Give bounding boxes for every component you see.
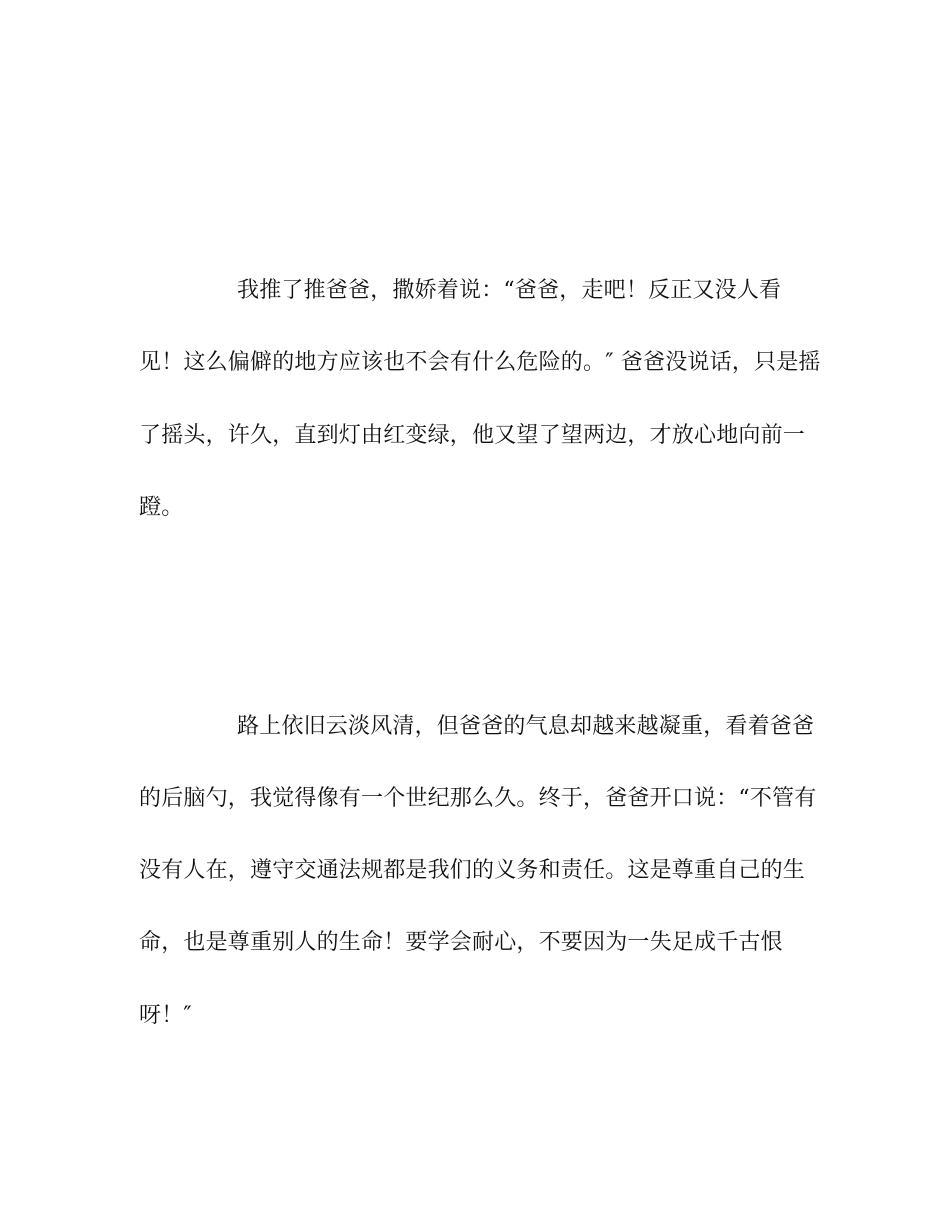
paragraph-2-line-1: 路上依旧云淡风清，但爸爸的气息却越来越凝重，看着爸爸	[237, 714, 815, 739]
paragraph-1-line-1: 我推了推爸爸，撒娇着说：“爸爸，走吧！反正又没人看	[237, 278, 782, 303]
paragraph-1-line-2: 见！这么偏僻的地方应该也不会有什么危险的。″ 爸爸没说话，只是摇	[139, 350, 821, 375]
paragraph-2-line-4: 命，也是尊重别人的生命！要学会耐心，不要因为一失足成千古恨	[139, 930, 783, 955]
paragraph-1-line-3: 了摇头，许久，直到灯由红变绿，他又望了望两边，才放心地向前一	[139, 423, 806, 448]
paragraph-1-line-4: 蹬。	[139, 495, 184, 520]
paragraph-2-line-2: 的后脑勺，我觉得像有一个世纪那么久。终于，爸爸开口说：“不管有	[139, 786, 817, 811]
paragraph-2-line-5: 呀！″	[139, 1003, 192, 1028]
paragraph-2-line-3: 没有人在，遵守交通法规都是我们的义务和责任。这是尊重自己的生	[139, 858, 806, 883]
